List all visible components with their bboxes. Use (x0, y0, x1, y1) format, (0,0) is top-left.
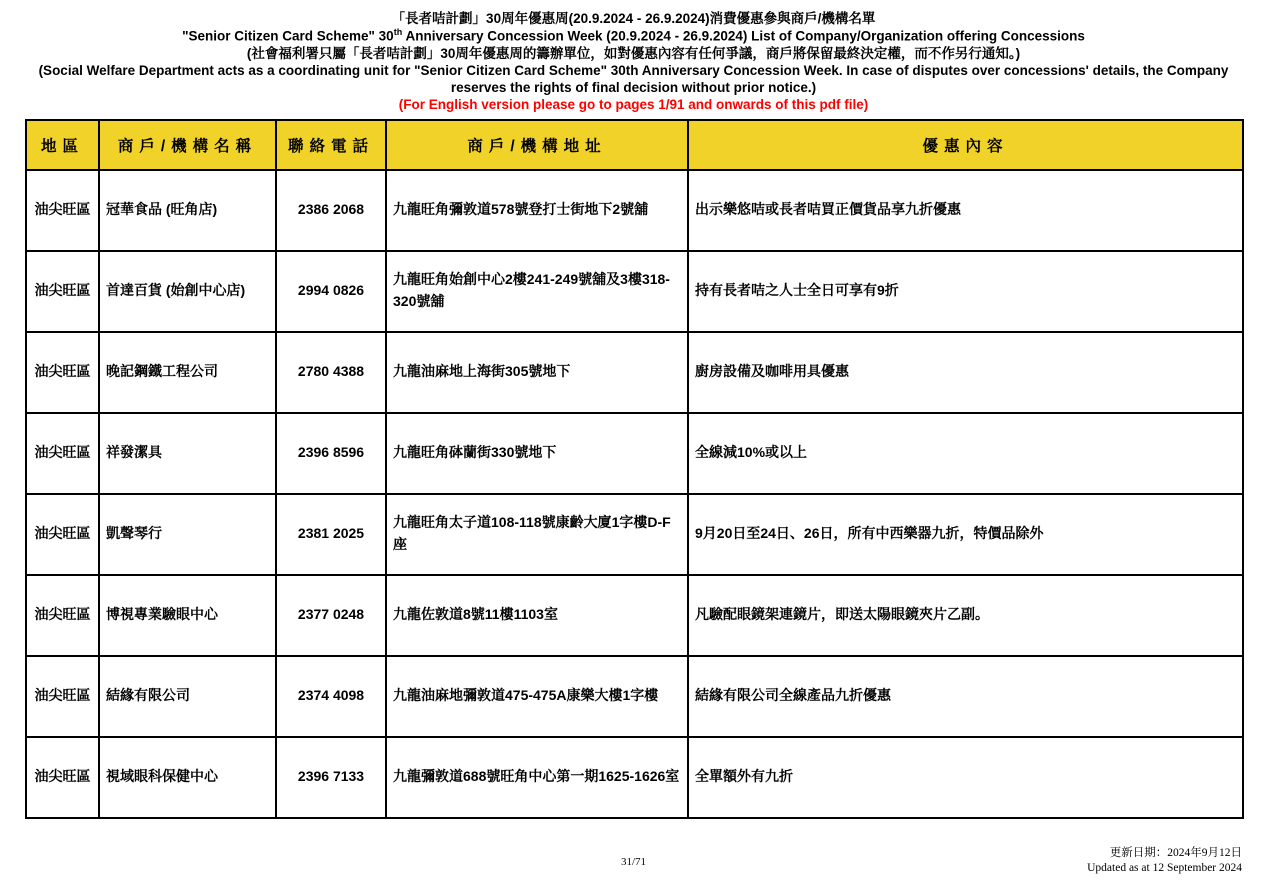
table-row (26, 575, 1243, 656)
table-row (26, 413, 1243, 494)
table-row (26, 494, 1243, 575)
cell-concession: 9月20日至24日、26日，所有中西樂器九折，特價品除外 (688, 494, 1243, 575)
cell-district: 油尖旺區 (26, 575, 99, 656)
cell-company-name: 祥發潔具 (99, 413, 276, 494)
update-date-english: Updated as at 12 September 2024 (1087, 862, 1242, 875)
column-header-district: 地區 (26, 120, 99, 170)
disclaimer-english: (Social Welfare Department acts as a coordinating unit for "Senior Citizen Card Scheme" 30th Anniversary Concession Week. In case of disputes over concessions' details, the Company reserves the rights of final decision without prior notice.) (38, 62, 1229, 95)
cell-concession: 全線減10%或以上 (688, 413, 1243, 494)
cell-address: 九龍油麻地彌敦道475-475A康樂大樓1字樓 (386, 656, 688, 737)
cell-company-name: 晚記鋼鐵工程公司 (99, 332, 276, 413)
title-chinese: 「長者咭計劃」30周年優惠周(20.9.2024 - 26.9.2024)消費優惠參與商戶/機構名單 (391, 11, 876, 26)
english-version-notice: (For English version please go to pages 1/91 and onwards of this pdf file) (398, 96, 869, 112)
cell-company-name: 博視專業驗眼中心 (99, 575, 276, 656)
cell-address: 九龍旺角彌敦道578號登打士街地下2號舖 (386, 170, 688, 251)
cell-company-name: 結緣有限公司 (99, 656, 276, 737)
cell-address: 九龍旺角砵蘭街330號地下 (386, 413, 688, 494)
cell-district: 油尖旺區 (26, 494, 99, 575)
table-header-row (26, 120, 1243, 170)
cell-company-name: 視域眼科保健中心 (99, 737, 276, 818)
cell-phone: 2780 4388 (276, 332, 386, 413)
cell-address: 九龍旺角始創中心2樓241-249號舖及3樓318-320號舖 (386, 251, 688, 332)
table-row (26, 251, 1243, 332)
cell-concession: 凡驗配眼鏡架連鏡片，即送太陽眼鏡夾片乙副。 (688, 575, 1243, 656)
cell-phone: 2386 2068 (276, 170, 386, 251)
cell-company-name: 冠華食品 (旺角店) (99, 170, 276, 251)
cell-address: 九龍佐敦道8號11樓1103室 (386, 575, 688, 656)
cell-company-name: 首達百貨 (始創中心店) (99, 251, 276, 332)
title-english (28, 27, 1239, 45)
concessions-table (25, 119, 1244, 819)
cell-phone: 2377 0248 (276, 575, 386, 656)
cell-district: 油尖旺區 (26, 332, 99, 413)
disclaimer-chinese: (社會福利署只屬「長者咭計劃」30周年優惠周的籌辦單位，如對優惠內容有任何爭議，商戶將保留最終決定權，而不作另行通知。) (246, 45, 1021, 61)
cell-concession: 出示樂悠咭或長者咭買正價貨品享九折優惠 (688, 170, 1243, 251)
column-header-company-name: 商戶/機構名稱 (99, 120, 276, 170)
table-row (26, 170, 1243, 251)
cell-phone: 2994 0826 (276, 251, 386, 332)
table-row (26, 737, 1243, 818)
title-english-superscript: th (393, 27, 403, 37)
document-header (0, 0, 1267, 113)
cell-district: 油尖旺區 (26, 251, 99, 332)
title-english-post: Anniversary Concession Week (20.9.2024 - 26.9.2024) List of Company/Organization offering Concessions (402, 28, 1085, 44)
table-header (26, 120, 1243, 170)
cell-phone: 2396 7133 (276, 737, 386, 818)
table-body (26, 170, 1243, 818)
cell-concession: 廚房設備及咖啡用具優惠 (688, 332, 1243, 413)
page-number: 31/71 (620, 856, 647, 868)
cell-phone: 2374 4098 (276, 656, 386, 737)
table-row (26, 656, 1243, 737)
update-date-block (1087, 846, 1242, 876)
update-date-chinese: 更新日期：2024年9月12日 (1109, 847, 1242, 860)
cell-address: 九龍彌敦道688號旺角中心第一期1625-1626室 (386, 737, 688, 818)
column-header-concession: 優惠內容 (688, 120, 1243, 170)
cell-address: 九龍旺角太子道108-118號康齡大廈1字樓D-F座 (386, 494, 688, 575)
column-header-address: 商戶/機構地址 (386, 120, 688, 170)
cell-district: 油尖旺區 (26, 413, 99, 494)
cell-concession: 持有長者咭之人士全日可享有9折 (688, 251, 1243, 332)
cell-concession: 全單額外有九折 (688, 737, 1243, 818)
column-header-phone: 聯絡電話 (276, 120, 386, 170)
cell-company-name: 凱聲琴行 (99, 494, 276, 575)
title-english-pre: "Senior Citizen Card Scheme" 30 (182, 28, 394, 44)
cell-address: 九龍油麻地上海街305號地下 (386, 332, 688, 413)
cell-district: 油尖旺區 (26, 170, 99, 251)
cell-district: 油尖旺區 (26, 656, 99, 737)
cell-phone: 2396 8596 (276, 413, 386, 494)
table-row (26, 332, 1243, 413)
cell-phone: 2381 2025 (276, 494, 386, 575)
cell-district: 油尖旺區 (26, 737, 99, 818)
cell-concession: 結緣有限公司全線產品九折優惠 (688, 656, 1243, 737)
